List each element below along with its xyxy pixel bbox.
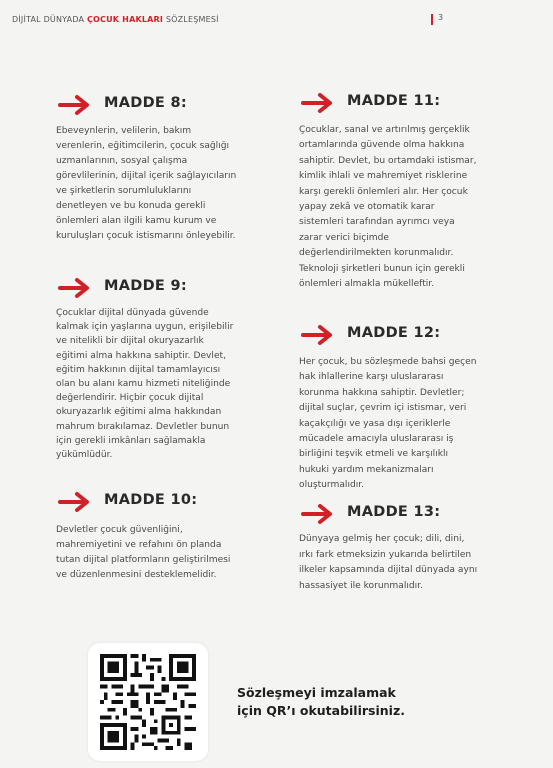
body-line: denetleyen ve bu konuda gerekli — [56, 201, 206, 211]
article-body — [299, 355, 477, 494]
body-line: hak ihlallerine karşı uluslararası — [299, 372, 444, 383]
title-prefix: DİJİTAL DÜNYADA — [12, 15, 87, 24]
body-line: için gerekli imkânları sağlamakla — [56, 435, 206, 446]
article-heading — [301, 324, 477, 352]
article-title: MADDE 11: — [347, 93, 441, 109]
body-line: kuruluşları çocuk istismarını önleyebilir. — [56, 231, 236, 241]
body-line: önlemleri almakla mükelleftir. — [299, 279, 435, 290]
body-line: verenlerin, eğitimcilerin, çocuk sağlığı — [56, 141, 230, 151]
arrow-right-icon — [58, 491, 92, 513]
body-line: ortamlarında güvende olma hakkına — [299, 140, 465, 151]
body-line: Çocuklar, sanal ve artırılmış gerçeklik — [299, 125, 470, 135]
body-line: ve şirketlerin sorumluluklarını — [56, 186, 192, 196]
body-line: Ebeveynlerin, velilerin, bakım — [56, 126, 192, 136]
body-line: eğitim hakkının dijital tamamlayıcısı — [56, 364, 221, 375]
article-title: MADDE 13: — [347, 504, 441, 520]
body-line: kimlik ihlali ve mahremiyet risklerine — [299, 171, 468, 182]
body-line: kalmak için yaşlarına uygun, erişilebilir — [56, 322, 234, 333]
body-line: sahiptir. Devlet, bu ortamdaki istismar, — [299, 155, 477, 166]
body-line: yükümlüdür. — [56, 450, 113, 461]
article-body — [56, 306, 233, 462]
page-number: 3 — [438, 13, 444, 22]
article-8 — [58, 94, 236, 244]
article-title: MADDE 8: — [104, 95, 187, 111]
article-title: MADDE 10: — [104, 492, 198, 508]
body-line: zarar verici biçimde — [299, 232, 389, 243]
page-header — [12, 10, 542, 30]
body-line: Teknoloji şirketleri bunun için gerekli — [299, 263, 465, 274]
article-body — [56, 124, 236, 244]
title-highlight: ÇOCUK HAKLARI — [86, 15, 164, 24]
article-11 — [301, 92, 477, 292]
article-body — [299, 532, 477, 594]
body-line: Devletler çocuk güvenliğini, — [56, 525, 183, 535]
body-line: hukuki yardım mekanizmaları — [299, 464, 434, 475]
article-body — [56, 523, 230, 583]
body-line: değerlendirilmekten korunmalıdır. — [299, 248, 454, 259]
article-heading — [301, 503, 477, 531]
article-9 — [58, 277, 233, 462]
arrow-right-icon — [58, 94, 92, 116]
body-line: korunma hakkına sahiptir. Devletler; — [299, 387, 465, 398]
article-heading — [58, 94, 236, 122]
article-title: MADDE 12: — [347, 325, 441, 341]
body-line: yapay zekâ ve otomatik karar — [299, 202, 435, 213]
body-line: önlemleri alan ilgili kamu kurum ve — [56, 216, 217, 226]
arrow-right-icon — [301, 324, 335, 346]
body-line: okuryazarlık eğitimi alma hakkından — [56, 407, 222, 418]
body-line: görevlilerinin, dijital içerik sağlayıcıların — [56, 171, 237, 181]
body-line: olan bu alanı kamu hizmeti niteliğinde — [56, 379, 231, 390]
body-line: Her çocuk, bu sözleşmede bahsi geçen — [299, 357, 477, 367]
body-line: birliğini teşvik etmeli ve karşılıklı — [299, 449, 449, 460]
body-line: Çocuklar dijital dünyada güvende — [56, 308, 209, 318]
qr-caption — [237, 684, 405, 720]
article-body — [299, 123, 477, 292]
qr-caption-line: için QR’ı okutabilirsiniz. — [237, 703, 405, 718]
title-suffix: SÖZLEŞMESİ — [163, 15, 219, 24]
body-line: oluşturmalıdır. — [299, 480, 365, 491]
arrow-right-icon — [301, 92, 335, 114]
article-13 — [301, 503, 477, 594]
body-line: mahremiyetini ve refahını ön planda — [56, 540, 222, 550]
article-heading — [58, 277, 233, 305]
body-line: sistemleri tarafından ayrımcı veya — [299, 217, 455, 228]
arrow-right-icon — [58, 277, 92, 299]
body-line: hassasiyet ile korunmalıdır. — [299, 580, 423, 591]
qr-caption-line: Sözleşmeyi imzalamak — [237, 685, 396, 700]
body-line: eğitimi alma hakkına sahiptir. Devlet, — [56, 350, 227, 361]
qr-code-card[interactable] — [88, 643, 208, 761]
body-line: mahrum bırakılamaz. Devletler bunun — [56, 421, 230, 432]
document-title — [12, 15, 219, 24]
body-line: değerlendirir. Hiçbir çocuk dijital — [56, 393, 204, 404]
body-line: dijital suçlar, çevrim içi istismar, veri — [299, 403, 467, 414]
article-12 — [301, 324, 477, 494]
body-line: ve düzenlenmesini desteklemelidir. — [56, 570, 217, 580]
arrow-right-icon — [301, 503, 335, 525]
body-line: ve nitelikli bir dijital okuryazarlık — [56, 336, 204, 347]
body-line: ırkı fark etmeksizin yukarıda belirtilen — [299, 549, 472, 560]
body-line: Dünyaya gelmiş her çocuk; dili, dini, — [299, 534, 465, 544]
article-10 — [58, 491, 230, 583]
article-title: MADDE 9: — [104, 278, 187, 294]
page-number-divider — [431, 14, 433, 25]
body-line: kaçakçılığı ve yasa dışı içeriklerle — [299, 418, 451, 429]
body-line: karşı gerekli önlemleri alır. Her çocuk — [299, 186, 468, 197]
body-line: ilkeler kapsamında dijital dünyada aynı — [299, 565, 478, 576]
body-line: mücadele amacıyla uluslararası iş — [299, 434, 454, 445]
body-line: tutan dijital platformların geliştirilmesi — [56, 555, 231, 565]
qr-code-icon[interactable] — [100, 654, 196, 750]
article-heading — [58, 491, 230, 519]
article-heading — [301, 92, 477, 120]
body-line: uzmanlarının, sosyal çalışma — [56, 156, 188, 166]
